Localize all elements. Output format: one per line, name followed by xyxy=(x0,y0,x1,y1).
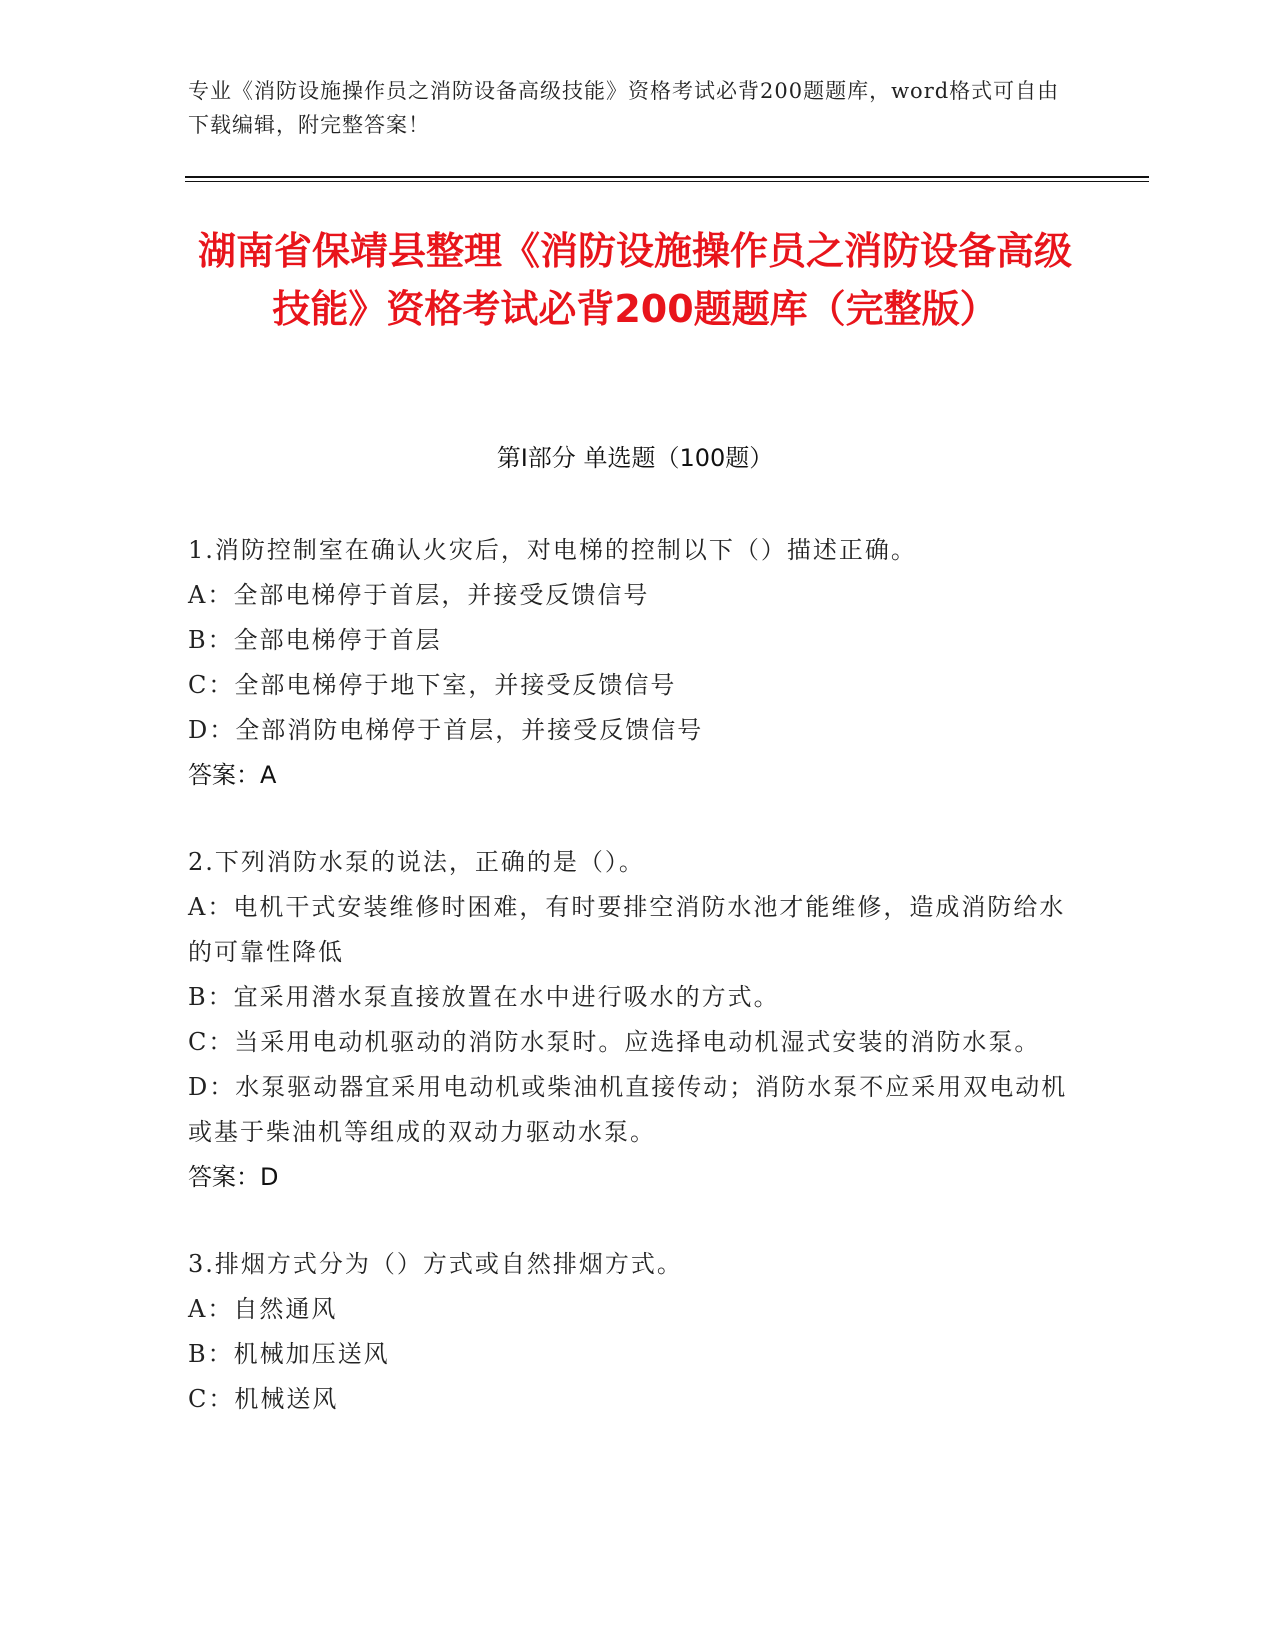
section-title: 第I部分 单选题（100题） xyxy=(496,444,774,472)
question-stem: 1.消防控制室在确认火灾后，对电梯的控制以下（）描述正确。 xyxy=(188,536,917,564)
question-2 xyxy=(188,840,1068,1200)
header-divider-thick xyxy=(185,176,1149,178)
option-d: D：水泵驱动器宜采用电动机或柴油机直接传动；消防水泵不应采用双电动机或基于柴油机等组成的双动力驱动水泵。 xyxy=(188,1073,1068,1146)
header-note: 专业《消防设施操作员之消防设备高级技能》资格考试必背200题题库，word格式可自由下载编辑，附完整答案！ xyxy=(188,79,1060,137)
option-b: B：机械加压送风 xyxy=(188,1340,390,1368)
option-a: A：电机干式安装维修时困难，有时要排空消防水池才能维修，造成消防给水的可靠性降低 xyxy=(188,893,1066,966)
option-d: D：全部消防电梯停于首层，并接受反馈信号 xyxy=(188,716,704,744)
question-stem: 2.下列消防水泵的说法，正确的是（）。 xyxy=(188,848,645,876)
document-title: 湖南省保靖县整理《消防设施操作员之消防设备高级技能》资格考试必背200题题库（完整版） xyxy=(197,229,1072,331)
option-b: B：全部电梯停于首层 xyxy=(188,626,442,654)
question-stem: 3.排烟方式分为（）方式或自然排烟方式。 xyxy=(188,1250,683,1278)
option-b: B：宜采用潜水泵直接放置在水中进行吸水的方式。 xyxy=(188,983,780,1011)
option-c: C：全部电梯停于地下室，并接受反馈信号 xyxy=(188,671,677,699)
answer: 答案：A xyxy=(188,761,277,789)
answer: 答案：D xyxy=(188,1163,279,1191)
header-divider-thin xyxy=(185,181,1149,182)
question-list xyxy=(188,528,1068,1464)
question-3 xyxy=(188,1242,1068,1422)
question-1 xyxy=(188,528,1068,798)
option-a: A：全部电梯停于首层，并接受反馈信号 xyxy=(188,581,650,609)
option-a: A：自然通风 xyxy=(188,1295,338,1323)
option-c: C：当采用电动机驱动的消防水泵时。应选择电动机湿式安装的消防水泵。 xyxy=(188,1028,1041,1056)
option-c: C：机械送风 xyxy=(188,1385,339,1413)
